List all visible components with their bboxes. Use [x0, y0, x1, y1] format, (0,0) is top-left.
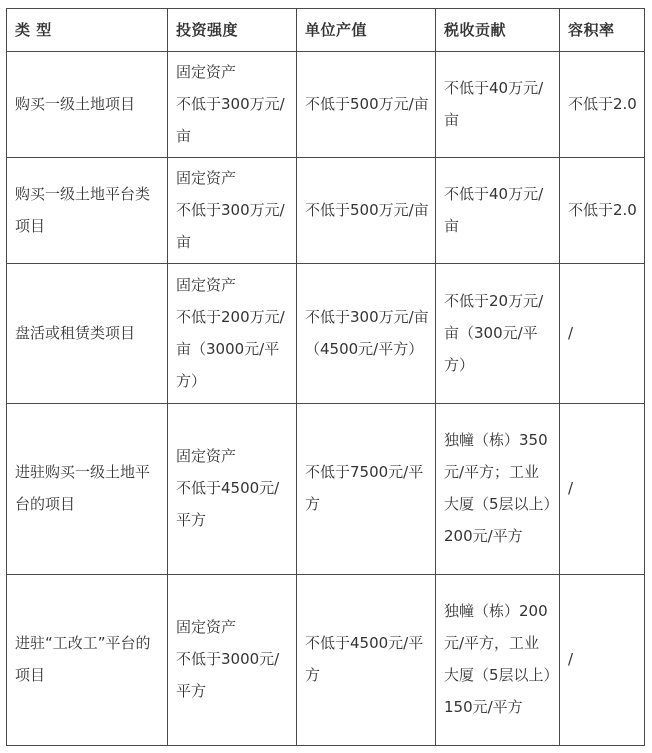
cell-type: 进驻“工改工”平台的项目 [7, 575, 168, 746]
investment-label: 固定资产 [176, 275, 237, 294]
cell-output: 不低于4500元/平方 [297, 575, 436, 746]
investment-value: 不低于300万元/亩 [176, 94, 285, 145]
cell-type: 购买一级土地项目 [7, 52, 168, 158]
cell-far: 不低于2.0 [560, 158, 645, 264]
table-row [7, 264, 645, 404]
cell-output: 不低于7500元/平方 [297, 404, 436, 575]
cell-investment [168, 52, 297, 158]
investment-label: 固定资产 [176, 168, 237, 187]
investment-label: 固定资产 [176, 62, 237, 81]
investment-value: 不低于4500元/平方 [176, 479, 280, 529]
cell-far: / [560, 575, 645, 746]
table-row [7, 404, 645, 575]
cell-far: / [560, 264, 645, 404]
header-investment: 投资强度 [168, 9, 297, 52]
investment-label: 固定资产 [176, 618, 237, 636]
header-tax: 税收贡献 [436, 9, 560, 52]
cell-tax: 独幢（栋）350元/平方；工业大厦（5层以上）200元/平方 [436, 404, 560, 575]
header-far: 容积率 [560, 9, 645, 52]
cell-far: 不低于2.0 [560, 52, 645, 158]
cell-investment [168, 264, 297, 404]
header-type: 类 型 [7, 9, 168, 52]
table-row [7, 52, 645, 158]
cell-investment [168, 575, 297, 746]
table-header-row [7, 9, 645, 52]
cell-type: 盘活或租赁类项目 [7, 264, 168, 404]
cell-tax: 不低于40万元/亩 [436, 158, 560, 264]
table-row [7, 158, 645, 264]
cell-tax: 不低于40万元/亩 [436, 52, 560, 158]
cell-investment [168, 158, 297, 264]
cell-type: 进驻购买一级土地平台的项目 [7, 404, 168, 575]
policy-table-container [6, 8, 645, 746]
cell-output: 不低于500万元/亩 [297, 158, 436, 264]
header-output: 单位产值 [297, 9, 436, 52]
table-row [7, 575, 645, 746]
cell-investment [168, 404, 297, 575]
investment-label: 固定资产 [176, 447, 237, 465]
cell-output: 不低于300万元/亩（4500元/平方） [297, 264, 436, 404]
cell-type: 购买一级土地平台类项目 [7, 158, 168, 264]
cell-output: 不低于500万元/亩 [297, 52, 436, 158]
cell-far: / [560, 404, 645, 575]
investment-value: 不低于200万元/亩（3000元/平方） [176, 307, 285, 390]
cell-tax: 独幢（栋）200元/平方，工业大厦（5层以上）150元/平方 [436, 575, 560, 746]
investment-value: 不低于300万元/亩 [176, 200, 285, 251]
policy-table [6, 8, 645, 746]
investment-value: 不低于3000元/平方 [176, 650, 280, 700]
cell-tax: 不低于20万元/亩（300元/平方） [436, 264, 560, 404]
